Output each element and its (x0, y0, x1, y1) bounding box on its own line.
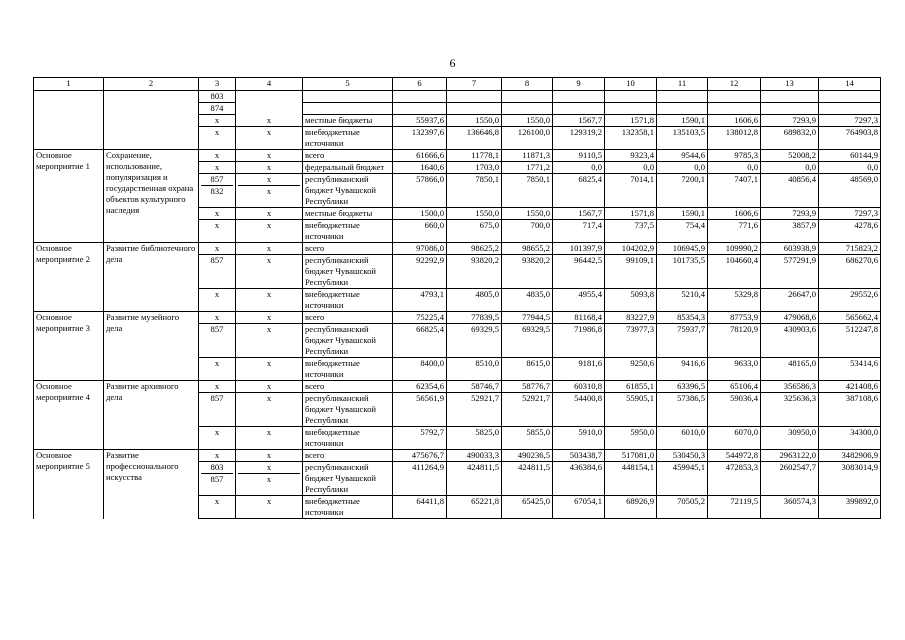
value-cell: 5093,8 (605, 289, 657, 312)
value-cell: 60144,9 (819, 150, 881, 162)
value-cell: 9633,0 (708, 358, 761, 381)
value-cell: 5825,0 (447, 427, 502, 450)
value-cell: 87753,9 (708, 312, 761, 324)
value-cell: 1571,8 (605, 115, 657, 127)
column-header: 10 (605, 78, 657, 91)
value-cell (657, 91, 708, 103)
source-cell (303, 91, 393, 103)
value-cell: 5855,0 (502, 427, 553, 450)
source-cell: внебюджетные источники (303, 496, 393, 519)
value-cell: 6825,4 (553, 174, 605, 208)
code-cell: х (199, 127, 236, 150)
code-cell (199, 174, 236, 208)
section-cell: х (236, 358, 303, 381)
value-cell: 7014,1 (605, 174, 657, 208)
value-cell (708, 103, 761, 115)
value-cell: 40856,4 (761, 174, 819, 208)
source-cell: республиканский бюджет Чувашской Республики (303, 462, 393, 496)
source-cell: всего (303, 150, 393, 162)
value-cell: 0,0 (605, 162, 657, 174)
value-cell: 62354,6 (393, 381, 447, 393)
value-cell: 48569,0 (819, 174, 881, 208)
source-cell: республиканский бюджет Чувашской Республики (303, 255, 393, 289)
value-cell: 686270,6 (819, 255, 881, 289)
value-cell: 52921,7 (502, 393, 553, 427)
section-cell: х (236, 450, 303, 462)
value-cell (553, 91, 605, 103)
value-cell: 99109,1 (605, 255, 657, 289)
value-cell: 544972,8 (708, 450, 761, 462)
value-cell: 411264,9 (393, 462, 447, 496)
value-cell: 97086,0 (393, 243, 447, 255)
value-cell (447, 103, 502, 115)
value-cell: 83227,9 (605, 312, 657, 324)
value-cell: 1703,0 (447, 162, 502, 174)
value-cell: 1550,0 (502, 208, 553, 220)
source-cell: федеральный бюджет (303, 162, 393, 174)
value-cell: 81168,4 (553, 312, 605, 324)
value-cell: 7297,3 (819, 115, 881, 127)
code-cell: 857 (199, 255, 236, 289)
value-cell (502, 103, 553, 115)
event-description: Развитие профессионального искусства (104, 450, 199, 519)
code-cell: х (199, 208, 236, 220)
value-cell: 69329,5 (447, 324, 502, 358)
value-cell: 4955,4 (553, 289, 605, 312)
value-cell: 3482906,9 (819, 450, 881, 462)
code-cell: х (199, 358, 236, 381)
value-cell: 6070,0 (708, 427, 761, 450)
value-cell: 29552,6 (819, 289, 881, 312)
value-cell: 11778,1 (447, 150, 502, 162)
value-cell: 399892,0 (819, 496, 881, 519)
value-cell: 8400,0 (393, 358, 447, 381)
column-header: 7 (447, 78, 502, 91)
value-cell: 1500,0 (393, 208, 447, 220)
value-cell: 715823,2 (819, 243, 881, 255)
section-cell: х (236, 312, 303, 324)
value-cell (761, 91, 819, 103)
value-cell: 59036,4 (708, 393, 761, 427)
section-cell: х (236, 127, 303, 150)
source-cell: местные бюджеты (303, 208, 393, 220)
value-cell: 7850,1 (447, 174, 502, 208)
section-cell: х (236, 289, 303, 312)
value-cell: 65425,0 (502, 496, 553, 519)
value-cell: 490236,5 (502, 450, 553, 462)
table-row (34, 381, 881, 393)
value-cell: 475676,7 (393, 450, 447, 462)
value-cell: 132397,6 (393, 127, 447, 150)
value-cell: 9323,4 (605, 150, 657, 162)
value-cell: 675,0 (447, 220, 502, 243)
value-cell: 0,0 (761, 162, 819, 174)
value-cell (605, 91, 657, 103)
value-cell: 9785,3 (708, 150, 761, 162)
value-cell: 77839,5 (447, 312, 502, 324)
value-cell: 8510,0 (447, 358, 502, 381)
section-cell: х (236, 243, 303, 255)
value-cell: 104660,4 (708, 255, 761, 289)
code-cell: 803 (199, 91, 236, 103)
value-cell: 0,0 (708, 162, 761, 174)
value-cell: 577291,9 (761, 255, 819, 289)
value-cell: 75937,7 (657, 324, 708, 358)
value-cell: 754,4 (657, 220, 708, 243)
section-cell: х (236, 427, 303, 450)
source-cell: внебюджетные источники (303, 220, 393, 243)
code-cell: х (199, 427, 236, 450)
value-cell: 0,0 (553, 162, 605, 174)
value-cell: 58776,7 (502, 381, 553, 393)
code-value: 857 (210, 174, 224, 184)
value-cell: 424811,5 (502, 462, 553, 496)
value-cell (819, 103, 881, 115)
value-cell: 98655,2 (502, 243, 553, 255)
value-cell (708, 91, 761, 103)
section-cell: х (236, 496, 303, 519)
value-cell: 7297,3 (819, 208, 881, 220)
value-cell: 101397,9 (553, 243, 605, 255)
value-cell: 4278,6 (819, 220, 881, 243)
column-header: 12 (708, 78, 761, 91)
value-cell: 11871,3 (502, 150, 553, 162)
code-cell: х (199, 150, 236, 162)
value-cell: 5329,8 (708, 289, 761, 312)
code-cell: х (199, 162, 236, 174)
value-cell: 7407,1 (708, 174, 761, 208)
event-name: Основное мероприятие 4 (34, 381, 104, 450)
section-cell: х (236, 150, 303, 162)
value-cell: 67054,1 (553, 496, 605, 519)
code-cell: х (199, 289, 236, 312)
section-cell (236, 462, 303, 496)
value-cell: 55905,1 (605, 393, 657, 427)
value-cell: 9544,6 (657, 150, 708, 162)
code-value: 803 (210, 462, 224, 472)
value-cell: 421408,6 (819, 381, 881, 393)
value-cell: 69329,5 (502, 324, 553, 358)
section-cell: х (236, 324, 303, 358)
value-cell: 7293,9 (761, 115, 819, 127)
value-cell: 1550,0 (502, 115, 553, 127)
event-name: Основное мероприятие 5 (34, 450, 104, 519)
source-cell: всего (303, 450, 393, 462)
code-cell: 857 (199, 324, 236, 358)
code-cell: х (199, 115, 236, 127)
section-value: х (238, 185, 300, 197)
code-cell: 857 (199, 393, 236, 427)
value-cell: 72119,5 (708, 496, 761, 519)
value-cell: 53414,6 (819, 358, 881, 381)
value-cell: 5210,4 (657, 289, 708, 312)
value-cell (605, 103, 657, 115)
section-cell: х (236, 381, 303, 393)
value-cell: 472853,3 (708, 462, 761, 496)
event-description: Сохранение, использование, популяризация и государственная охрана объектов культурного наследия (104, 150, 199, 243)
value-cell: 104202,9 (605, 243, 657, 255)
value-cell: 737,5 (605, 220, 657, 243)
column-header: 4 (236, 78, 303, 91)
value-cell: 58746,7 (447, 381, 502, 393)
table-row (34, 91, 881, 103)
value-cell: 129319,2 (553, 127, 605, 150)
value-cell: 356586,3 (761, 381, 819, 393)
value-cell: 0,0 (819, 162, 881, 174)
section-cell: х (236, 393, 303, 427)
value-cell: 5792,7 (393, 427, 447, 450)
value-cell: 1590,1 (657, 115, 708, 127)
value-cell (393, 103, 447, 115)
header-row (34, 78, 881, 91)
source-cell: внебюджетные источники (303, 289, 393, 312)
source-cell: внебюджетные источники (303, 427, 393, 450)
section-cell: х (236, 162, 303, 174)
value-cell: 109990,2 (708, 243, 761, 255)
table-row (34, 450, 881, 462)
value-cell: 1567,7 (553, 115, 605, 127)
value-cell: 7850,1 (502, 174, 553, 208)
value-cell: 65221,8 (447, 496, 502, 519)
value-cell: 132358,1 (605, 127, 657, 150)
value-cell: 96442,5 (553, 255, 605, 289)
value-cell: 52921,7 (447, 393, 502, 427)
section-cell: х (236, 220, 303, 243)
column-header: 14 (819, 78, 881, 91)
table-row (34, 312, 881, 324)
value-cell: 5950,0 (605, 427, 657, 450)
value-cell: 479068,6 (761, 312, 819, 324)
value-cell: 1771,2 (502, 162, 553, 174)
value-cell: 325636,3 (761, 393, 819, 427)
section-value: х (266, 174, 272, 184)
value-cell: 7200,1 (657, 174, 708, 208)
event-description: Развитие библиотечного дела (104, 243, 199, 312)
value-cell: 603938,9 (761, 243, 819, 255)
source-cell: всего (303, 243, 393, 255)
source-cell: республиканский бюджет Чувашской Республики (303, 324, 393, 358)
value-cell: 0,0 (657, 162, 708, 174)
event-name: Основное мероприятие 2 (34, 243, 104, 312)
source-cell (303, 103, 393, 115)
code-cell: х (199, 220, 236, 243)
value-cell: 448154,1 (605, 462, 657, 496)
section-cell (236, 91, 303, 103)
value-cell: 689832,0 (761, 127, 819, 150)
section-cell (236, 174, 303, 208)
value-cell (761, 103, 819, 115)
value-cell: 9110,5 (553, 150, 605, 162)
section-cell: х (236, 208, 303, 220)
code-cell: х (199, 496, 236, 519)
column-header: 3 (199, 78, 236, 91)
value-cell: 771,6 (708, 220, 761, 243)
code-cell (199, 462, 236, 496)
value-cell: 136646,8 (447, 127, 502, 150)
value-cell: 1550,0 (447, 208, 502, 220)
value-cell: 503438,7 (553, 450, 605, 462)
source-cell: внебюджетные источники (303, 358, 393, 381)
value-cell: 424811,5 (447, 462, 502, 496)
value-cell: 490033,3 (447, 450, 502, 462)
column-header: 1 (34, 78, 104, 91)
value-cell: 517081,0 (605, 450, 657, 462)
value-cell: 126100,0 (502, 127, 553, 150)
value-cell (819, 91, 881, 103)
value-cell: 55937,6 (393, 115, 447, 127)
source-cell: республиканский бюджет Чувашской Республики (303, 174, 393, 208)
value-cell: 71986,8 (553, 324, 605, 358)
column-header: 6 (393, 78, 447, 91)
value-cell (657, 103, 708, 115)
source-cell: местные бюджеты (303, 115, 393, 127)
value-cell (553, 103, 605, 115)
value-cell: 64411,8 (393, 496, 447, 519)
value-cell: 1550,0 (447, 115, 502, 127)
value-cell: 717,4 (553, 220, 605, 243)
value-cell: 61855,1 (605, 381, 657, 393)
value-cell: 48165,0 (761, 358, 819, 381)
value-cell: 57866,0 (393, 174, 447, 208)
event-name: Основное мероприятие 3 (34, 312, 104, 381)
value-cell: 1606,6 (708, 208, 761, 220)
code-cell: 874 (199, 103, 236, 115)
column-header: 5 (303, 78, 393, 91)
value-cell: 430903,6 (761, 324, 819, 358)
code-cell: х (199, 243, 236, 255)
value-cell: 9250,6 (605, 358, 657, 381)
value-cell: 3083014,9 (819, 462, 881, 496)
column-header: 13 (761, 78, 819, 91)
value-cell: 8615,0 (502, 358, 553, 381)
section-cell (236, 103, 303, 115)
source-cell: внебюджетные источники (303, 127, 393, 150)
value-cell: 57386,5 (657, 393, 708, 427)
value-cell: 78120,9 (708, 324, 761, 358)
section-cell: х (236, 115, 303, 127)
value-cell: 9181,6 (553, 358, 605, 381)
code-cell: х (199, 450, 236, 462)
column-header: 8 (502, 78, 553, 91)
event-name (34, 91, 104, 150)
value-cell: 26647,0 (761, 289, 819, 312)
section-cell: х (236, 255, 303, 289)
value-cell: 436384,6 (553, 462, 605, 496)
value-cell: 73977,3 (605, 324, 657, 358)
value-cell (393, 91, 447, 103)
value-cell: 68926,9 (605, 496, 657, 519)
column-header: 2 (104, 78, 199, 91)
value-cell (502, 91, 553, 103)
section-value: х (266, 462, 272, 472)
value-cell: 4835,0 (502, 289, 553, 312)
value-cell: 764903,8 (819, 127, 881, 150)
value-cell: 1606,6 (708, 115, 761, 127)
value-cell: 5910,0 (553, 427, 605, 450)
value-cell: 60310,8 (553, 381, 605, 393)
value-cell: 75225,4 (393, 312, 447, 324)
value-cell: 93820,2 (447, 255, 502, 289)
value-cell: 387108,6 (819, 393, 881, 427)
value-cell: 530450,3 (657, 450, 708, 462)
value-cell: 138012,8 (708, 127, 761, 150)
value-cell: 66825,4 (393, 324, 447, 358)
value-cell: 512247,8 (819, 324, 881, 358)
value-cell: 700,0 (502, 220, 553, 243)
source-cell: всего (303, 312, 393, 324)
value-cell: 93820,2 (502, 255, 553, 289)
value-cell: 3857,9 (761, 220, 819, 243)
value-cell: 77944,5 (502, 312, 553, 324)
page-number: 6 (449, 56, 456, 70)
value-cell: 2602547,7 (761, 462, 819, 496)
value-cell: 30950,0 (761, 427, 819, 450)
value-cell: 85354,3 (657, 312, 708, 324)
code-value: 832 (201, 185, 233, 197)
value-cell: 135103,5 (657, 127, 708, 150)
value-cell: 54400,8 (553, 393, 605, 427)
value-cell: 9416,6 (657, 358, 708, 381)
column-header: 9 (553, 78, 605, 91)
event-description: Развитие архивного дела (104, 381, 199, 450)
value-cell: 92292,9 (393, 255, 447, 289)
value-cell: 459945,1 (657, 462, 708, 496)
value-cell: 63396,5 (657, 381, 708, 393)
table-row (34, 150, 881, 162)
value-cell: 660,0 (393, 220, 447, 243)
value-cell: 1590,1 (657, 208, 708, 220)
value-cell: 1571,8 (605, 208, 657, 220)
source-cell: всего (303, 381, 393, 393)
value-cell: 34300,0 (819, 427, 881, 450)
budget-table (33, 77, 881, 519)
value-cell: 4805,0 (447, 289, 502, 312)
value-cell: 360574,3 (761, 496, 819, 519)
value-cell: 61666,6 (393, 150, 447, 162)
value-cell: 565662,4 (819, 312, 881, 324)
table-row (34, 243, 881, 255)
value-cell: 4793,1 (393, 289, 447, 312)
value-cell: 101735,5 (657, 255, 708, 289)
value-cell: 6010,0 (657, 427, 708, 450)
event-name: Основное мероприятие 1 (34, 150, 104, 243)
value-cell: 106945,9 (657, 243, 708, 255)
code-value: 857 (201, 473, 233, 485)
value-cell: 52008,2 (761, 150, 819, 162)
value-cell: 65106,4 (708, 381, 761, 393)
event-description: Развитие музейного дела (104, 312, 199, 381)
event-description (104, 91, 199, 150)
section-value: х (238, 473, 300, 485)
value-cell (447, 91, 502, 103)
value-cell: 98625,2 (447, 243, 502, 255)
value-cell: 56561,9 (393, 393, 447, 427)
value-cell: 1640,6 (393, 162, 447, 174)
value-cell: 1567,7 (553, 208, 605, 220)
value-cell: 2963122,0 (761, 450, 819, 462)
column-header: 11 (657, 78, 708, 91)
code-cell: х (199, 312, 236, 324)
value-cell: 70505,2 (657, 496, 708, 519)
code-cell: х (199, 381, 236, 393)
source-cell: республиканский бюджет Чувашской Республики (303, 393, 393, 427)
value-cell: 7293,9 (761, 208, 819, 220)
